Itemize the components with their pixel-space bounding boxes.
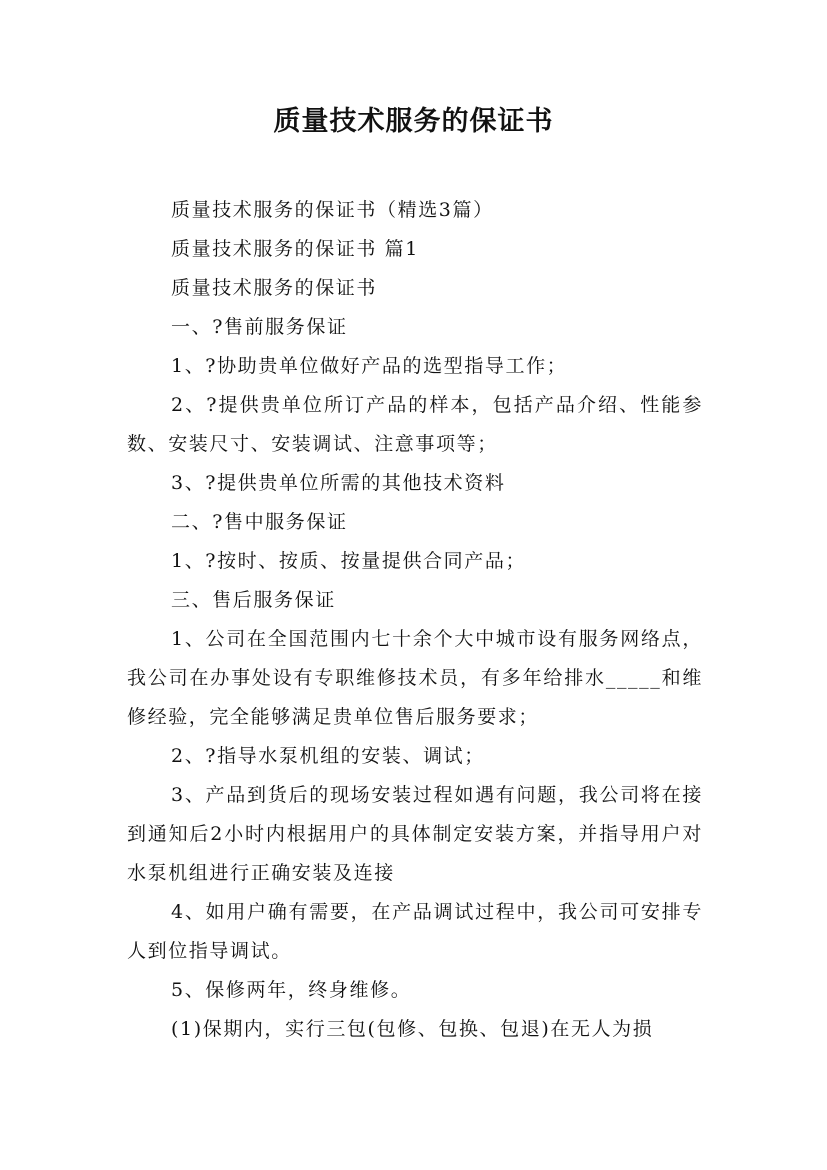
paragraph-aftersale-heading: 三、售后服务保证	[171, 589, 336, 611]
paragraph-warranty-subitem-1: (1)保期内，实行三包(包修、包换、包退)在无人为损	[171, 1018, 654, 1040]
paragraph-aftersale-item-2: 2、?指导水泵机组的安装、调试；	[171, 745, 485, 767]
paragraph-presale-item-2: 2、?提供贵单位所订产品的样本，包括产品介绍、性能参数、安装尺寸、安装调试、注意事项等；	[127, 394, 703, 455]
paragraph-aftersale-item-5: 5、保修两年，终身维修。	[171, 979, 412, 1001]
paragraph-section-title: 质量技术服务的保证书	[171, 277, 378, 299]
paragraph-chapter-heading: 质量技术服务的保证书 篇1	[171, 238, 419, 260]
paragraph-insale-item-1: 1、?按时、按质、按量提供合同产品；	[171, 550, 527, 572]
paragraph-insale-heading: 二、?售中服务保证	[171, 511, 348, 533]
paragraph-collection-heading: 质量技术服务的保证书（精选3篇）	[171, 199, 494, 221]
document-body	[127, 191, 703, 1049]
paragraph-aftersale-item-3: 3、产品到货后的现场安装过程如遇有问题，我公司将在接到通知后2小时内根据用户的具体制定安装方案，并指导用户对水泵机组进行正确安装及连接	[127, 784, 703, 884]
paragraph-presale-item-1: 1、?协助贵单位做好产品的选型指导工作；	[171, 355, 568, 377]
paragraph-presale-item-3: 3、?提供贵单位所需的其他技术资料	[171, 472, 506, 494]
paragraph-presale-heading: 一、?售前服务保证	[171, 316, 348, 338]
document-title: 质量技术服务的保证书	[273, 106, 554, 137]
paragraph-aftersale-item-4: 4、如用户确有需要，在产品调试过程中，我公司可安排专人到位指导调试。	[127, 901, 703, 962]
paragraph-aftersale-item-1: 1、公司在全国范围内七十余个大中城市设有服务网络点，我公司在办事处设有专职维修技术员，有多年给排水_____和维修经验，完全能够满足贵单位售后服务要求；	[127, 628, 703, 728]
